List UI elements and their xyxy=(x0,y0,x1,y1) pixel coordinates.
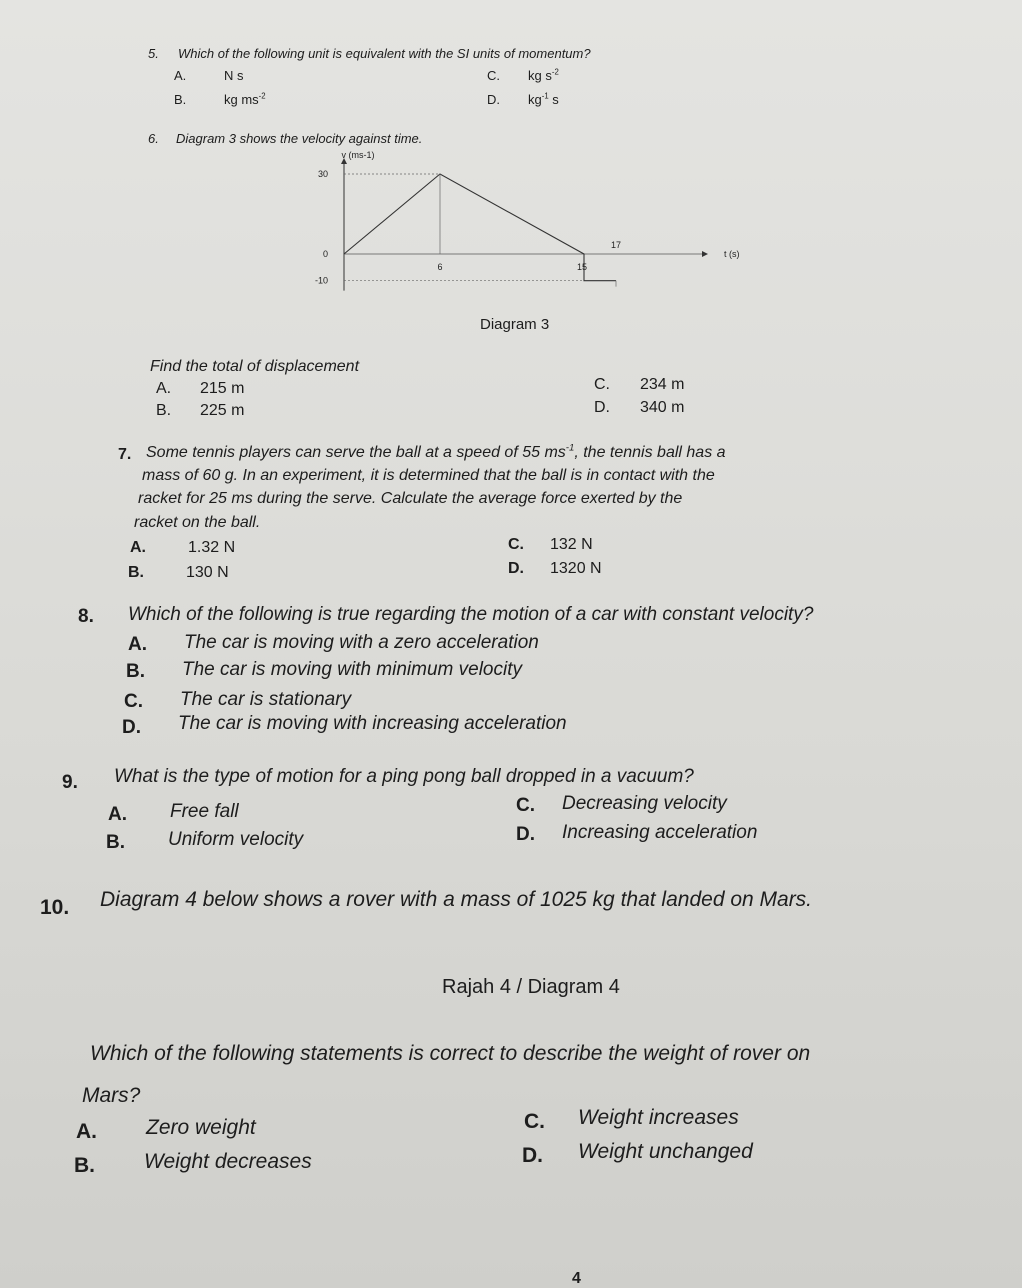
q5-option-c: kg $s^{-2}$ xyxy=(528,67,559,83)
q6-option-b-letter: B. xyxy=(156,402,172,419)
q9-option-a: Free fall xyxy=(170,801,239,822)
q5-number: 5. xyxy=(148,46,159,61)
x-tick-label-1: 15 xyxy=(576,262,588,272)
q8-option-c: The car is stationary xyxy=(180,689,352,710)
q5-question: Which of the following unit is equivalent with the SI units of momentum? xyxy=(178,46,591,61)
q10-option-d-letter: D. xyxy=(522,1144,543,1167)
q9-number: 9. xyxy=(62,772,78,793)
q7-line2: mass of 60 g. In an experiment, it is determined that the ball is in contact with the xyxy=(142,467,715,484)
x-axis-arrow xyxy=(702,251,708,257)
q5-option-d: $kg^{-1}$ s xyxy=(528,91,559,107)
q7-option-b-letter: B. xyxy=(128,564,144,581)
q7-line1: Some tennis players can serve the ball at a speed of 55 $ms^{-1}$, the tennis ball has a xyxy=(146,442,726,461)
q7-option-c: 132 N xyxy=(550,536,593,553)
q5-option-d-letter: D. xyxy=(487,92,500,107)
y-tick-label-2: -10 xyxy=(314,275,328,286)
q10-option-c-letter: C. xyxy=(524,1110,545,1133)
y-axis-label: v (ms-1) xyxy=(341,150,375,160)
velocity-time-graph xyxy=(290,148,760,308)
q5-option-b-letter: B. xyxy=(174,92,187,107)
q7-option-a-letter: A. xyxy=(130,539,146,556)
q5-option-a-letter: A. xyxy=(174,68,187,83)
q10-option-b: Weight decreases xyxy=(144,1150,312,1173)
q8-option-b-letter: B. xyxy=(126,661,145,682)
q8-option-d-letter: D. xyxy=(122,717,141,738)
q10-intro: Diagram 4 below shows a rover with a mass of 1025 kg that landed on Mars. xyxy=(100,888,813,911)
q10-question-line1: Which of the following statements is correct to describe the weight of rover on xyxy=(90,1042,811,1065)
y-tick-label-1: 0 xyxy=(322,249,328,259)
diagram-4-caption: Rajah 4 / Diagram 4 xyxy=(442,976,620,998)
q9-option-d-letter: D. xyxy=(516,824,535,845)
q6-option-c: 234 m xyxy=(640,376,685,393)
q5-option-b: kg $ms^{-2}$ xyxy=(224,91,266,107)
q7-option-a: 1.32 N xyxy=(188,539,236,556)
q7-option-d: 1320 N xyxy=(550,560,602,577)
q8-number: 8. xyxy=(78,606,94,627)
q6-option-b: 225 m xyxy=(200,402,245,419)
q9-option-c-letter: C. xyxy=(516,795,535,816)
q8-option-d: The car is moving with increasing acceleration xyxy=(178,713,567,734)
q6-intro: Diagram 3 shows the velocity against time. xyxy=(176,131,423,146)
q10-option-b-letter: B. xyxy=(74,1154,95,1177)
q10-option-a-letter: A. xyxy=(76,1120,97,1143)
q6-option-c-letter: C. xyxy=(594,376,610,393)
q9-option-d: Increasing acceleration xyxy=(562,822,758,843)
q7-option-c-letter: C. xyxy=(508,536,524,553)
y-tick-label-0: 30 xyxy=(317,169,328,179)
q8-option-b: The car is moving with minimum velocity xyxy=(182,659,522,680)
q8-option-a-letter: A. xyxy=(128,634,147,655)
q8-option-c-letter: C. xyxy=(124,691,143,712)
q10-number: 10. xyxy=(40,896,70,919)
page-number: 4 xyxy=(572,1270,581,1287)
q5-option-a: N s xyxy=(224,68,244,83)
q7-option-b: 130 N xyxy=(186,564,229,581)
q6-option-a-letter: A. xyxy=(156,380,172,397)
q10-question-line2: Mars? xyxy=(82,1084,141,1107)
q6-ask: Find the total of displacement xyxy=(150,358,360,375)
x-axis-label: t (s) xyxy=(724,249,740,259)
velocity-line xyxy=(344,174,616,281)
q7-line3: racket for 25 ms during the serve. Calculate the average force exerted by the xyxy=(138,490,683,507)
q9-option-b: Uniform velocity xyxy=(168,829,304,850)
q5-option-c-letter: C. xyxy=(487,68,500,83)
q7-line4: racket on the ball. xyxy=(134,514,261,531)
q6-option-d-letter: D. xyxy=(594,399,610,416)
q9-option-a-letter: A. xyxy=(108,804,127,825)
q7-number: 7. xyxy=(118,446,132,463)
q9-question: What is the type of motion for a ping pong ball dropped in a vacuum? xyxy=(114,766,694,787)
q6-option-d: 340 m xyxy=(640,399,685,416)
q10-option-a: Zero weight xyxy=(146,1116,256,1139)
diagram-3-caption: Diagram 3 xyxy=(480,316,550,333)
q8-option-a: The car is moving with a zero acceleration xyxy=(184,632,539,653)
q9-option-c: Decreasing velocity xyxy=(562,793,727,814)
q9-option-b-letter: B. xyxy=(106,832,125,853)
q8-question: Which of the following is true regarding the motion of a car with constant velocity? xyxy=(128,604,814,625)
x-tick-label-2: 17 xyxy=(610,240,622,250)
q10-option-c: Weight increases xyxy=(578,1106,739,1129)
q7-option-d-letter: D. xyxy=(508,560,524,577)
q6-option-a: 215 m xyxy=(200,380,245,397)
x-tick-label-0: 6 xyxy=(437,262,443,272)
q6-number: 6. xyxy=(148,131,159,146)
q10-option-d: Weight unchanged xyxy=(578,1140,753,1163)
